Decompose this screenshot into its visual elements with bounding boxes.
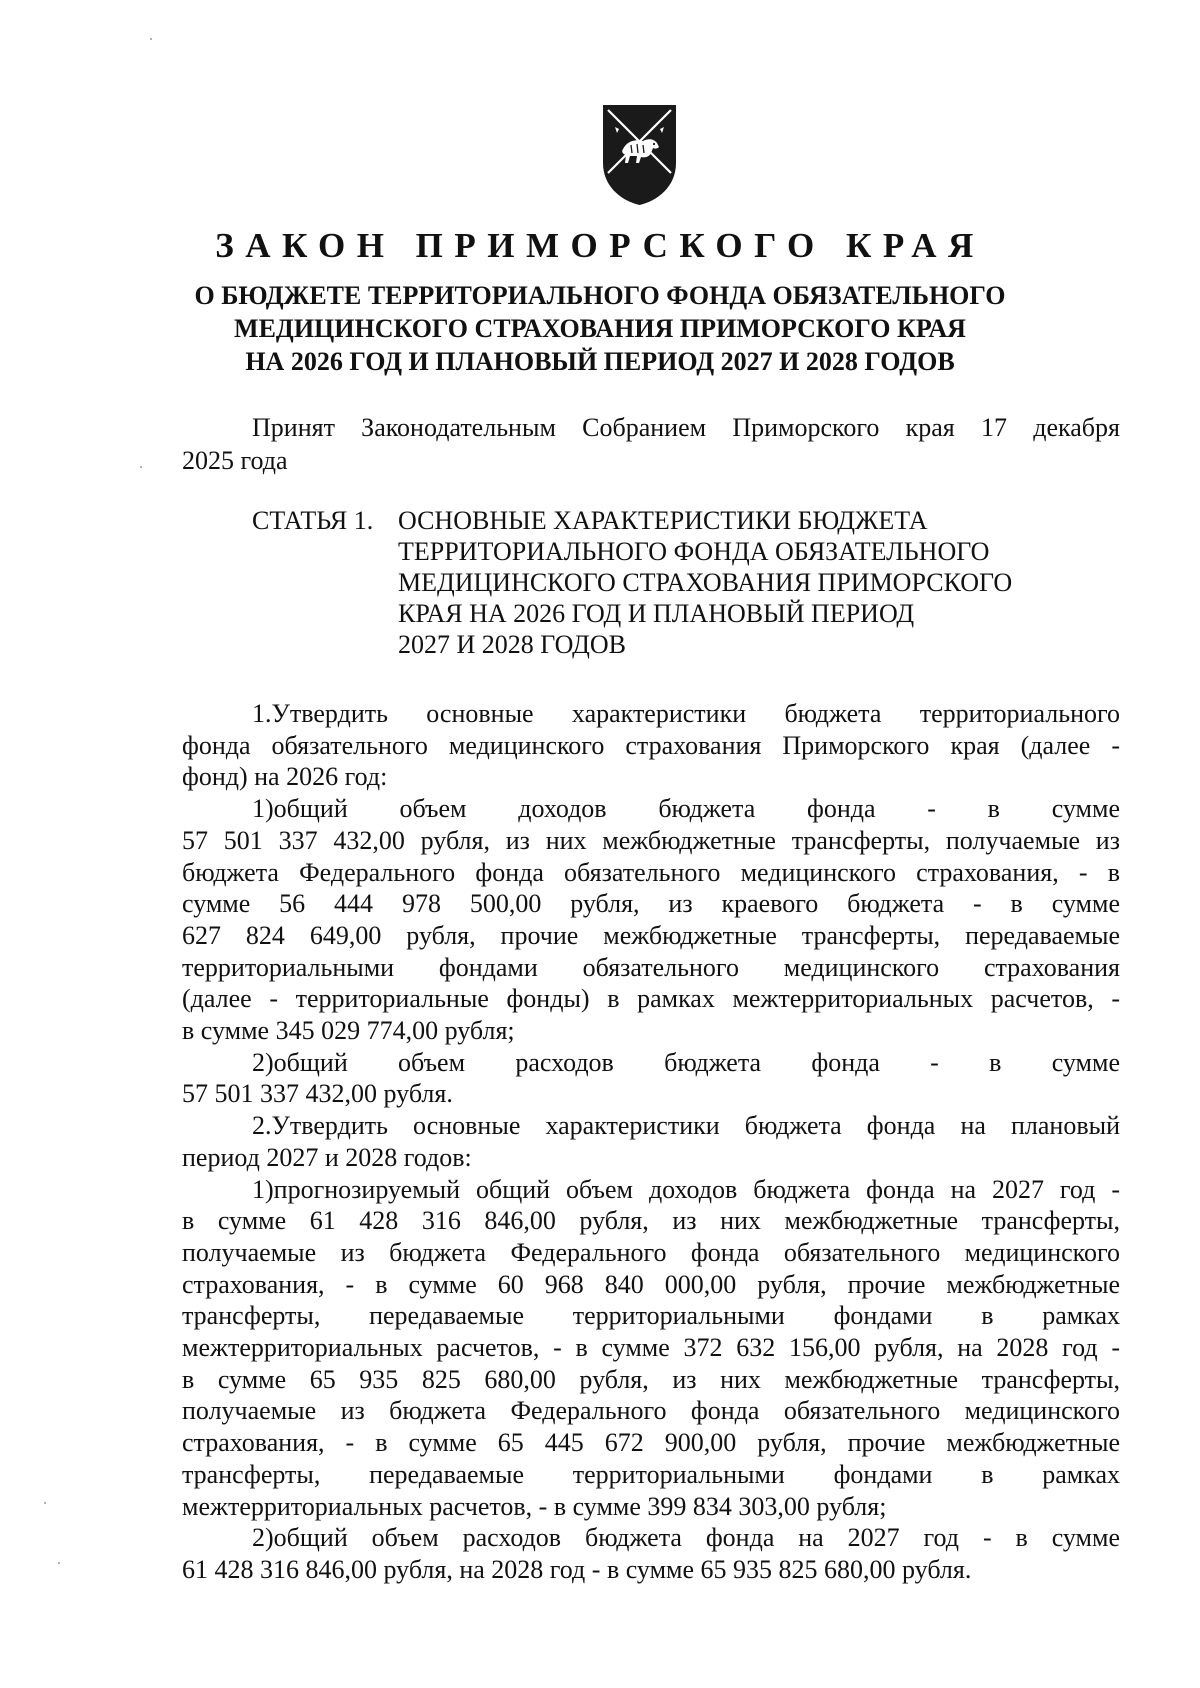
law-subject-heading: [150, 279, 1050, 378]
paragraph-line: страхования, - в сумме 60 968 840 000,00 рубля, прочие межбюджетные: [182, 1269, 1120, 1299]
paragraph-line: в сумме 65 935 825 680,00 рубля, из них межбюджетные трансферты,: [182, 1364, 1120, 1394]
paragraph-line: фонд) на 2026 год:: [182, 762, 388, 792]
scan-speck: [150, 38, 152, 40]
paragraph-line: 57 501 337 432,00 рубля, из них межбюджетные трансферты, получаемые из: [182, 825, 1120, 855]
paragraph-line: 2)общий объем расходов бюджета фонда - в сумме: [252, 1047, 1120, 1077]
paragraph-line: 2)общий объем расходов бюджета фонда на 2027 год - в сумме: [252, 1523, 1120, 1553]
paragraph-line: фонда обязательного медицинского страхования Приморского края (далее -: [182, 730, 1120, 760]
article-body: [182, 698, 1120, 1586]
paragraph-line: сумме 56 444 978 500,00 рубля, из краевого бюджета - в сумме: [182, 889, 1120, 919]
coat-of-arms-emblem: [601, 103, 678, 207]
paragraph-line: межтерриториальных расчетов, - в сумме 399 834 303,00 рубля;: [182, 1491, 887, 1521]
paragraph-line: 1)прогнозируемый общий объем доходов бюджета фонда на 2027 год -: [252, 1174, 1120, 1204]
paragraph-line: 627 824 649,00 рубля, прочие межбюджетные трансферты, передаваемые: [182, 920, 1120, 950]
paragraph-line: (далее - территориальные фонды) в рамках межтерриториальных расчетов, -: [182, 984, 1120, 1014]
adoption-line: 2025 года: [182, 446, 288, 475]
paragraph-line: 61 428 316 846,00 рубля, на 2028 год - в сумме 65 935 825 680,00 рубля.: [182, 1554, 972, 1584]
subject-line: НА 2026 ГОД И ПЛАНОВЫЙ ПЕРИОД 2027 И 2028 ГОДОВ: [245, 347, 955, 376]
article-title: [398, 505, 1098, 660]
subject-line: МЕДИЦИНСКОГО СТРАХОВАНИЯ ПРИМОРСКОГО КРАЯ: [234, 314, 966, 343]
paragraph-line: территориальными фондами обязательного медицинского страхования: [182, 952, 1120, 982]
adoption-note: [182, 411, 1120, 477]
paragraph-line: получаемые из бюджета Федерального фонда обязательного медицинского: [182, 1396, 1120, 1426]
scan-speck: [44, 1502, 46, 1504]
article-title-line: ТЕРРИТОРИАЛЬНОГО ФОНДА ОБЯЗАТЕЛЬНОГО: [398, 537, 990, 566]
paragraph-line: период 2027 и 2028 годов:: [182, 1142, 472, 1172]
paragraph-line: получаемые из бюджета Федерального фонда обязательного медицинского: [182, 1237, 1120, 1267]
paragraph-line: межтерриториальных расчетов, - в сумме 372 632 156,00 рубля, на 2028 год -: [182, 1333, 1120, 1363]
law-title: ЗАКОН ПРИМОРСКОГО КРАЯ: [215, 226, 985, 265]
paragraph-line: 2.Утвердить основные характеристики бюджета фонда на плановый: [252, 1111, 1120, 1141]
scan-speck: [58, 1562, 60, 1564]
article-title-line: МЕДИЦИНСКОГО СТРАХОВАНИЯ ПРИМОРСКОГО: [398, 568, 1013, 597]
paragraph-line: в сумме 61 428 316 846,00 рубля, из них межбюджетные трансферты,: [182, 1206, 1120, 1236]
adoption-line: Принят Законодательным Собранием Приморского края 17 декабря: [252, 413, 1120, 442]
paragraph-line: трансферты, передаваемые территориальными фондами в рамках: [182, 1301, 1120, 1331]
scan-speck: [140, 466, 142, 468]
paragraph-line: бюджета Федерального фонда обязательного медицинского страхования, - в: [182, 857, 1120, 887]
article-title-line: 2027 И 2028 ГОДОВ: [398, 630, 626, 659]
subject-line: О БЮДЖЕТЕ ТЕРРИТОРИАЛЬНОГО ФОНДА ОБЯЗАТЕЛЬНОГО: [194, 281, 1006, 310]
article-label: СТАТЬЯ 1.: [252, 506, 374, 535]
article-title-line: КРАЯ НА 2026 ГОД И ПЛАНОВЫЙ ПЕРИОД: [398, 599, 915, 628]
article-title-line: ОСНОВНЫЕ ХАРАКТЕРИСТИКИ БЮДЖЕТА: [398, 506, 928, 535]
paragraph-line: 1.Утвердить основные характеристики бюджета территориального: [252, 699, 1120, 728]
paragraph-line: страхования, - в сумме 65 445 672 900,00 рубля, прочие межбюджетные: [182, 1428, 1120, 1458]
paragraph-line: в сумме 345 029 774,00 рубля;: [182, 1016, 515, 1046]
paragraph-line: 1)общий объем доходов бюджета фонда - в сумме: [252, 794, 1120, 824]
paragraph-line: 57 501 337 432,00 рубля.: [182, 1079, 453, 1109]
paragraph-line: трансферты, передаваемые территориальными фондами в рамках: [182, 1459, 1120, 1489]
